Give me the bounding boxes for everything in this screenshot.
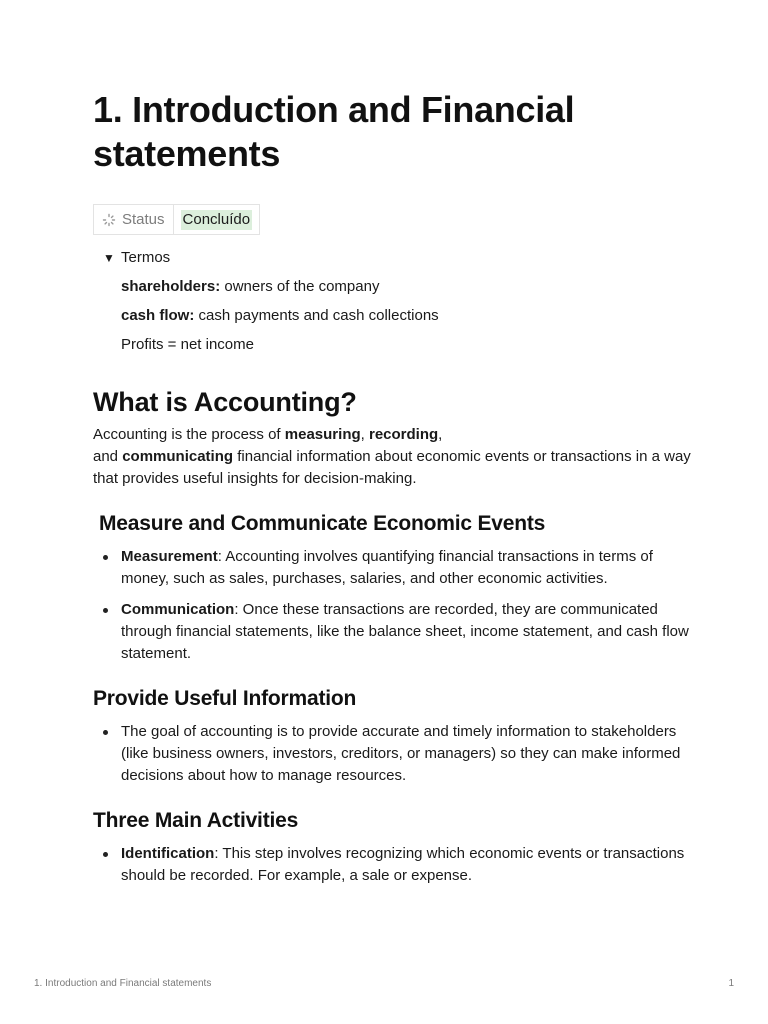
list-item-text: : This step involves recognizing which economic events or transactions should be recorded. For example, a sale or expense. [121, 845, 685, 884]
toggle-content [121, 277, 693, 355]
list-item [93, 599, 693, 665]
text-run: Accounting is the process of [93, 426, 285, 443]
list-item-text: : Once these transactions are recorded, they are communicated through financial statements, like the balance sheet, income statement, and cash flow statement. [121, 601, 689, 662]
term-definition: owners of the company [220, 278, 380, 295]
list-item [93, 721, 693, 787]
term-item [121, 277, 693, 297]
term-item [121, 335, 693, 355]
term-name: cash flow: [121, 307, 195, 324]
accounting-paragraph [93, 424, 693, 490]
text-run: , [438, 426, 443, 443]
heading-what-is-accounting: What is Accounting? [93, 387, 357, 417]
toggle-termos [93, 248, 693, 355]
page-footer [34, 978, 734, 989]
property-value-status[interactable] [174, 205, 260, 234]
toggle-label: Termos [121, 249, 171, 266]
useful-list [93, 721, 693, 787]
property-label: Status [122, 211, 165, 228]
heading-three-main-activities: Three Main Activities [93, 809, 299, 832]
list-item [93, 843, 693, 887]
term-definition: cash payments and cash collections [194, 307, 439, 324]
list-item-text: The goal of accounting is to provide accurate and timely information to stakeholders (like business owners, investors, creditors, or managers) so they can make informed decisions about how to manage resources. [121, 723, 681, 784]
status-badge: Concluído [182, 210, 251, 228]
bold-run: communicating [122, 448, 234, 465]
list-item-text: : Accounting involves quantifying financial transactions in terms of money, such as sales, purchases, salaries, and other economic activities. [121, 548, 653, 587]
heading-measure-communicate: Measure and Communicate Economic Events [99, 512, 546, 535]
list-item-term: Measurement [121, 548, 218, 565]
term-name: shareholders: [121, 278, 221, 295]
document-page [93, 88, 693, 887]
triangle-down-icon[interactable]: ▼ [103, 251, 115, 265]
text-run: , [360, 426, 369, 443]
heading-useful-information: Provide Useful Information [93, 687, 357, 710]
page-title: 1. Introduction and Financial statements [93, 89, 575, 174]
footer-title: 1. Introduction and Financial statements [34, 978, 212, 989]
bold-run: measuring [284, 426, 361, 443]
status-spinner-icon [102, 213, 116, 227]
text-run: financial information about economic events or transactions in a way that provides useful insights for decision-making. [93, 448, 691, 487]
list-item [93, 546, 693, 590]
activities-list [93, 843, 693, 887]
measure-list [93, 546, 693, 665]
bold-run: recording [368, 426, 439, 443]
page-number: 1 [728, 978, 734, 989]
list-item-term: Identification [121, 845, 215, 862]
term-definition: Profits = net income [121, 336, 254, 353]
term-item [121, 306, 693, 326]
property-key-status [94, 205, 174, 234]
properties-table [93, 204, 260, 235]
text-run: and [93, 448, 123, 465]
list-item-term: Communication [121, 601, 235, 618]
toggle-header[interactable] [103, 248, 693, 268]
